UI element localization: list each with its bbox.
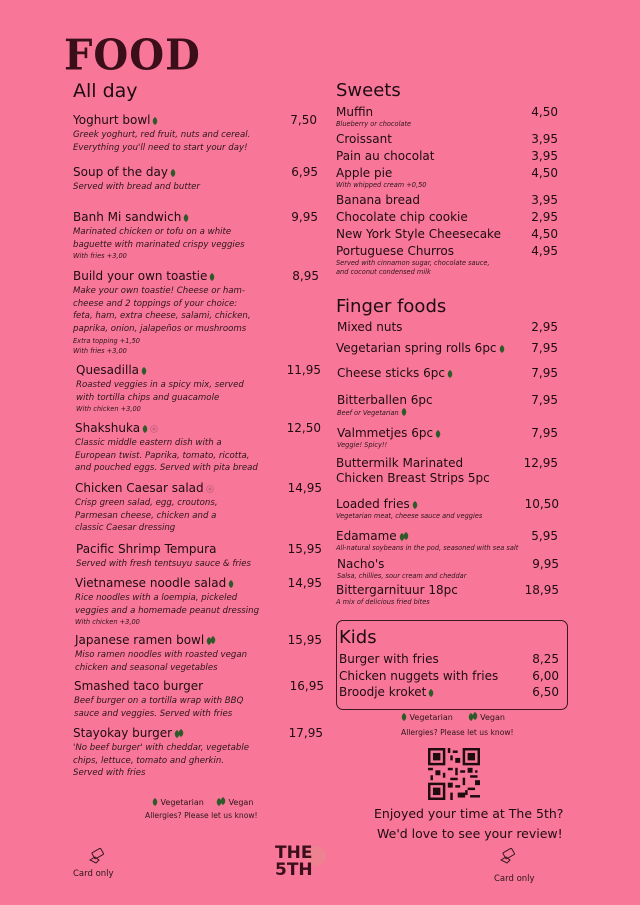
card-only-left: Card only (73, 869, 114, 879)
menu-item-name (339, 685, 434, 699)
allergies-note-left: Allergies? Please let us know! (145, 811, 258, 820)
vegetarian-leaf-icon (435, 430, 441, 438)
menu-item-name-text: Build your own toastie (73, 269, 208, 283)
menu-item-description: Served with fresh tentsuyu sauce & fries (76, 559, 252, 569)
menu-item-description: Make your own toastie! Cheese or ham- (73, 286, 246, 296)
menu-item-name-text: Bitterballen 6pc (337, 393, 433, 407)
menu-item-price: 14,95 (287, 576, 322, 590)
menu-item-note (336, 544, 518, 552)
menu-item-description: baguette with marinated crispy veggies (73, 239, 245, 250)
menu-item-price: 3,95 (531, 149, 558, 163)
menu-item-description: and pouched eggs. Served with pita bread (75, 463, 258, 474)
menu-item-name-text: Shakshuka (75, 421, 141, 435)
menu-item-name-text: Bittergarnituur 18pc (336, 583, 458, 597)
legend-right (399, 712, 505, 722)
all-day-heading: All day (73, 80, 138, 102)
menu-item-price: 7,95 (531, 393, 558, 407)
vegan-leaves-icon (399, 532, 409, 541)
menu-item-name: New York Style Cheesecake (336, 227, 501, 241)
menu-item-note (337, 408, 407, 417)
review-line-1: Enjoyed your time at The 5th? (374, 806, 564, 821)
menu-item-description: Everything you'll need to start your day! (73, 142, 248, 153)
menu-item-name-text: Broodje kroket (339, 685, 427, 699)
menu-item-name (336, 341, 505, 355)
vegetarian-leaf-icon (228, 580, 234, 588)
menu-item-price: 11,95 (286, 363, 321, 377)
menu-item-note-text: A mix of delicious fried bites (336, 598, 430, 606)
menu-item-price: 4,50 (531, 227, 558, 241)
vegetarian-leaf-icon (428, 689, 434, 697)
vegetarian-leaf-icon (170, 169, 176, 177)
menu-item-name (337, 426, 441, 440)
menu-item-name (76, 363, 147, 377)
menu-item-name-text: Cheese sticks 6pc (337, 366, 445, 380)
menu-item-note: Served with cinnamon sugar, chocolate sauce, (336, 259, 490, 267)
card-payment-icon (88, 848, 106, 866)
menu-item-name (337, 557, 384, 571)
logo-line-1: THE (275, 843, 313, 863)
menu-item-price: 6,50 (532, 685, 559, 699)
menu-item-price: 4,95 (531, 244, 558, 258)
menu-item-note (336, 512, 482, 520)
menu-item-name: Chocolate chip cookie (336, 210, 468, 224)
menu-item-name-text: Nacho's (337, 557, 385, 571)
menu-item-name-text: Japanese ramen bowl (75, 633, 205, 647)
menu-item-name: Pain au chocolat (336, 149, 435, 163)
vegan-leaves-icon (216, 797, 226, 806)
menu-item-price: 7,95 (531, 341, 558, 355)
vegan-leaves-icon (174, 729, 184, 738)
legend-vegetarian-label: Vegetarian (409, 713, 453, 722)
menu-item-name-text: Chicken Caesar salad (75, 481, 204, 495)
menu-item-price: 7,95 (531, 426, 558, 440)
menu-item-note: and coconut condensed milk (336, 268, 431, 276)
menu-item-note-text: Veggie! Spicy!! (337, 441, 388, 449)
menu-item-description: Miso ramen noodles with roasted vegan (75, 650, 248, 660)
menu-item-name (73, 726, 184, 740)
menu-item-extra: With chicken +3,00 (76, 405, 141, 414)
card-payment-icon (499, 848, 517, 866)
menu-item-name: Croissant (336, 132, 392, 146)
menu-item-note (336, 598, 430, 606)
menu-item-description: paprika, onion, jalapeños or mushrooms (73, 324, 247, 335)
menu-item-name (336, 497, 418, 511)
menu-item-name (73, 165, 176, 179)
menu-item-price: 9,95 (532, 557, 559, 571)
menu-item-name (75, 576, 234, 590)
menu-item-price: 10,50 (524, 497, 559, 511)
legend-vegan-label: Vegan (480, 713, 505, 722)
menu-item-description: Beef burger on a tortilla wrap with BBQ (74, 696, 244, 706)
menu-item-name-text: Valmmetjes 6pc (337, 426, 434, 440)
menu-item-name-text: Smashed taco burger (74, 679, 204, 693)
vegetarian-leaf-icon (141, 367, 147, 375)
vegetarian-leaf-icon (152, 798, 158, 806)
vegetarian-leaf-icon (499, 345, 505, 353)
menu-item-name (75, 633, 216, 647)
menu-item-price: 12,50 (286, 421, 321, 435)
menu-item-description: Served with bread and butter (73, 182, 200, 192)
legend-vegetarian-label: Vegetarian (160, 798, 204, 807)
allergies-note-right: Allergies? Please let us know! (401, 728, 514, 737)
menu-item-price: 5,95 (531, 529, 558, 543)
logo (275, 845, 313, 879)
vegetarian-leaf-icon (401, 408, 407, 416)
menu-item-note-text: Vegetarian meat, cheese sauce and veggies (336, 512, 483, 520)
menu-item-price: 6,00 (532, 669, 559, 683)
menu-item-name-text: Yoghurt bowl (73, 113, 151, 127)
menu-item-description: Roasted veggies in a spicy mix, served (76, 380, 244, 390)
menu-item-description: Parmesan cheese, chicken and a (75, 510, 217, 521)
menu-item-price: 15,95 (287, 633, 322, 647)
menu-item-description: chips, lettuce, tomato and gherkin. (73, 755, 225, 766)
menu-item-note-text: All-natural soybeans in the pod, seasoned with sea salt (336, 544, 519, 552)
menu-item-description: cheese and 2 toppings of your choice: (73, 298, 238, 309)
menu-item-price: 3,95 (531, 132, 558, 146)
menu-item-name-text: Quesadilla (76, 363, 140, 377)
vegan-leaves-icon (206, 636, 216, 645)
sweets-heading: Sweets (336, 80, 401, 101)
menu-item-name (337, 366, 453, 380)
card-only-right: Card only (494, 874, 535, 884)
menu-item-name-text: Vietnamese noodle salad (75, 576, 227, 590)
menu-item-name (336, 456, 463, 470)
menu-item-description: 'No beef burger' with cheddar, vegetable (73, 743, 250, 753)
menu-item-name (73, 113, 158, 127)
menu-item-name (74, 679, 203, 693)
menu-item-name (337, 393, 433, 407)
menu-item-description: chicken and seasonal vegetables (75, 662, 218, 673)
menu-item-name-text: Pacific Shrimp Tempura (76, 542, 217, 556)
vegetarian-leaf-icon (183, 214, 189, 222)
menu-item-description: Served with fries (73, 768, 146, 779)
menu-item-description: Rice noodles with a loempia, pickeled (75, 593, 238, 603)
menu-item-price: 14,95 (287, 481, 322, 495)
menu-item-description: Greek yoghurt, red fruit, nuts and cereal. (73, 130, 251, 140)
review-line-2: We'd love to see your review! (377, 826, 563, 841)
menu-item-name-text: Stayokay burger (73, 726, 173, 740)
menu-item-name-text: Buttermilk Marinated (336, 456, 464, 470)
menu-item-note: Blueberry or chocolate (336, 120, 412, 128)
legend-left (150, 797, 253, 807)
menu-item-name: Apple pie (336, 166, 393, 180)
menu-item-description: with tortilla chips and guacamole (76, 392, 220, 403)
menu-item-price: 3,95 (531, 193, 558, 207)
vegetarian-leaf-icon (401, 713, 407, 721)
menu-item-name: Muffin (336, 105, 374, 119)
vegetarian-leaf-icon (209, 273, 215, 281)
menu-item-price: 2,95 (531, 210, 558, 224)
menu-item-description: European twist. Paprika, tomato, ricotta, (75, 450, 250, 461)
menu-item-name: Banana bread (336, 193, 420, 207)
menu-item-name-text: Soup of the day (73, 165, 168, 179)
menu-item-price: 7,95 (531, 366, 558, 380)
kids-heading: Kids (339, 627, 377, 648)
menu-item-description: Marinated chicken or tofu on a white (73, 227, 232, 237)
vegetarian-leaf-icon (152, 117, 158, 125)
menu-item-name-text: Loaded fries (336, 497, 410, 511)
menu-item-price: 2,95 (531, 320, 558, 334)
menu-item-price: 18,95 (524, 583, 559, 597)
menu-item-name (336, 583, 458, 597)
menu-item-description: sauce and veggies. Served with fries (74, 708, 233, 719)
menu-item-price: 9,95 (291, 210, 318, 224)
menu-item-price: 4,50 (531, 105, 558, 119)
finger-foods-heading: Finger foods (336, 296, 447, 317)
vegan-leaves-icon (468, 712, 478, 721)
menu-item-price: 7,50 (290, 113, 317, 127)
menu-item-description: Classic middle eastern dish with a (75, 438, 222, 448)
menu-item-extra: With fries +3,00 (73, 347, 127, 356)
menu-item-extra: With fries +3,00 (73, 252, 127, 261)
menu-item-description: classic Caesar dressing (75, 523, 176, 534)
menu-item-name-text: Banh Mi sandwich (73, 210, 182, 224)
menu-item-name (75, 481, 214, 495)
menu-item-description: feta, ham, extra cheese, salami, chicken, (73, 311, 251, 322)
menu-item-name (73, 269, 215, 283)
menu-item-name (336, 529, 409, 543)
menu-item-name-text: Chicken nuggets with fries (339, 669, 499, 683)
menu-item-price: 15,95 (287, 542, 322, 556)
menu-item-name (337, 320, 402, 334)
menu-item-note-text: Beef or Vegetarian (337, 409, 399, 417)
menu-item-note-text: Salsa, chillies, sour cream and cheddar (337, 572, 467, 580)
menu-item-name (339, 652, 439, 666)
menu-item-name (73, 210, 189, 224)
menu-item-name: Portuguese Churros (336, 244, 455, 258)
menu-item-note (337, 441, 387, 449)
menu-item-price: 8,95 (292, 269, 319, 283)
logo-line-2: 5TH (275, 860, 313, 880)
menu-item-price: 12,95 (523, 456, 558, 470)
menu-item-description: Crisp green salad, egg, croutons, (75, 498, 218, 508)
spicy-icon (206, 485, 214, 493)
spicy-icon (150, 425, 158, 433)
menu-item-price: 8,25 (532, 652, 559, 666)
vegetarian-leaf-icon (142, 425, 148, 433)
page-title: FOOD (64, 30, 201, 81)
vegetarian-leaf-icon (447, 370, 453, 378)
menu-item-price: 4,50 (531, 166, 558, 180)
menu-item-price: 6,95 (291, 165, 318, 179)
legend-vegan-label: Vegan (228, 798, 254, 807)
menu-item-name-text: Burger with fries (339, 652, 439, 666)
menu-item-name (75, 421, 158, 435)
qr-code-icon[interactable] (428, 748, 480, 800)
vegetarian-leaf-icon (412, 501, 418, 509)
menu-item-extra: With chicken +3,00 (75, 618, 140, 627)
menu-item-note (337, 572, 466, 580)
menu-item-price: 17,95 (288, 726, 323, 740)
menu-item-description: veggies and a homemade peanut dressing (75, 605, 260, 616)
menu-item-name-text: Edamame (336, 529, 397, 543)
menu-item-name-text: Mixed nuts (337, 320, 403, 334)
menu-item-name (339, 669, 498, 683)
menu-item-name (76, 542, 216, 556)
menu-item-note: With whipped cream +0,50 (336, 181, 427, 189)
menu-item-name: Chicken Breast Strips 5pc (336, 471, 490, 485)
menu-item-extra: Extra topping +1,50 (73, 336, 140, 345)
menu-item-name-text: Vegetarian spring rolls 6pc (336, 341, 497, 355)
menu-item-price: 16,95 (289, 679, 324, 693)
